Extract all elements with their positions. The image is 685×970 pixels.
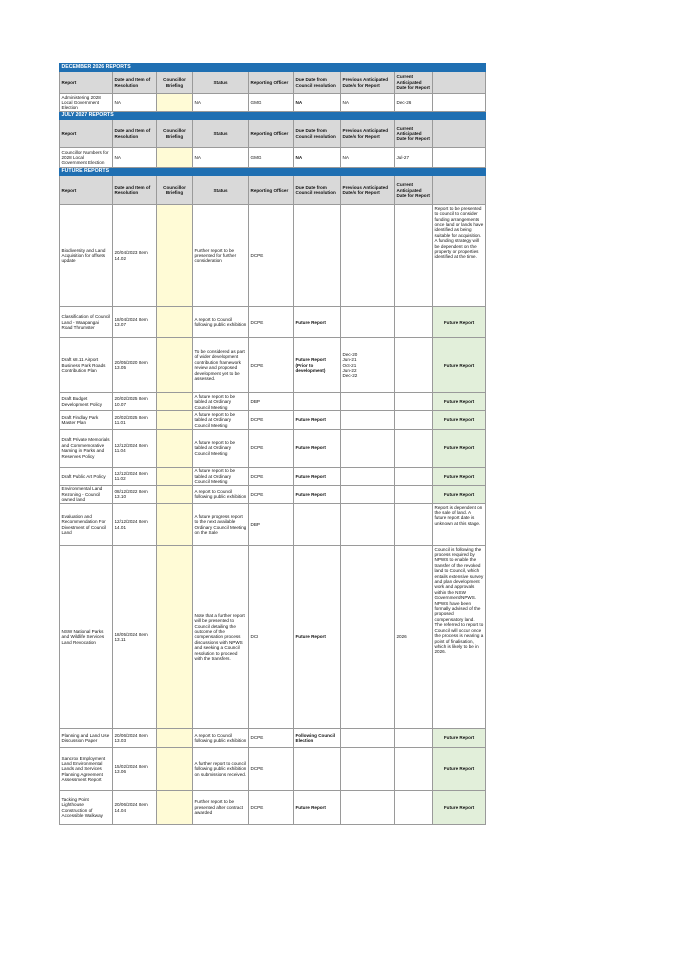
cell-status: Further report to be presented after contract awarded	[193, 791, 249, 825]
table-row	[60, 504, 486, 546]
cell-councillor-briefing	[157, 338, 193, 393]
cell-status: NA	[193, 148, 249, 168]
header-report: Report	[60, 72, 113, 94]
cell-date-item: 15/02/2024 Item 13.06	[113, 748, 157, 791]
cell-status: Note that a further report will be presented to Council detailing the outcome of the compensation process discussions with NPWS and seeking a Council resolution to proceed with the transfers.	[193, 546, 249, 729]
cell-reporting-officer: DCPE	[249, 429, 294, 467]
cell-notes: Future Report	[433, 729, 486, 748]
header-previous-dates: Previous Anticipated Date/s for Report	[341, 72, 395, 94]
cell-report: Draft Findlay Park Master Plan	[60, 411, 113, 429]
cell-date-item: 12/12/2024 Item 14.01	[113, 504, 157, 546]
cell-status: A future report to be tabled at Ordinary Council Meeting	[193, 393, 249, 411]
cell-previous-dates: NA	[341, 94, 395, 112]
cell-previous-dates	[341, 791, 395, 825]
cell-reporting-officer: DCPE	[249, 485, 294, 503]
header-notes	[433, 120, 486, 148]
cell-status: A future report to be tabled at Ordinary Council Meeting	[193, 467, 249, 485]
header-councillor-briefing: Councillor Briefing	[157, 72, 193, 94]
cell-report: Draft Budget Development Policy	[60, 393, 113, 411]
cell-current-date: Jul-27	[395, 148, 433, 168]
header-previous-dates: Previous Anticipated Date/s for Report	[341, 176, 395, 205]
cell-report: Biodiversity and Land Acquisition for offsets update	[60, 205, 113, 307]
table-row	[60, 205, 486, 307]
cell-status: NA	[193, 94, 249, 112]
cell-due-date: Future Report	[294, 546, 341, 729]
cell-date-item: 20/04/2023 Item 14.02	[113, 205, 157, 307]
cell-previous-dates	[341, 411, 395, 429]
header-date-item: Date and Item of Resolution	[113, 176, 157, 205]
cell-date-item: 08/12/2022 Item 13.10	[113, 485, 157, 503]
header-status: Status	[193, 176, 249, 205]
cell-due-date: Future Report	[294, 467, 341, 485]
cell-report: Draft Private Memorials and Commemorative Naming in Parks and Reserves Policy	[60, 429, 113, 467]
cell-current-date	[395, 393, 433, 411]
cell-current-date	[395, 205, 433, 307]
cell-notes: Report is dependent on the sale of land. A future report date is unknown at this stage.	[433, 504, 486, 546]
cell-previous-dates	[341, 307, 395, 338]
cell-report: Sancrox Employment Land Environmental Lands and Services Planning Agreement Assessment Report	[60, 748, 113, 791]
header-report: Report	[60, 120, 113, 148]
cell-reporting-officer: DCPE	[249, 338, 294, 393]
header-current-date: Current Anticipated Date for Report	[395, 120, 433, 148]
cell-previous-dates: NA	[341, 148, 395, 168]
table-row	[60, 467, 486, 485]
section-title: FUTURE REPORTS	[60, 168, 486, 176]
cell-reporting-officer: GMG	[249, 148, 294, 168]
header-councillor-briefing: Councillor Briefing	[157, 176, 193, 205]
cell-reporting-officer: DCPE	[249, 205, 294, 307]
table-row	[60, 307, 486, 338]
cell-notes: Future Report	[433, 429, 486, 467]
cell-notes: Future Report	[433, 748, 486, 791]
cell-due-date: NA	[294, 94, 341, 112]
cell-current-date	[395, 411, 433, 429]
header-due-date: Due Date from Council resolution	[294, 176, 341, 205]
cell-due-date: Future Report	[294, 485, 341, 503]
header-current-date: Current Anticipated Date for Report	[395, 176, 433, 205]
cell-due-date	[294, 393, 341, 411]
cell-status: A report to Council following public exhibition	[193, 485, 249, 503]
header-status: Status	[193, 120, 249, 148]
header-reporting-officer: Reporting Officer	[249, 176, 294, 205]
cell-notes: Future Report	[433, 791, 486, 825]
cell-report: Planning and Land Use Discussion Paper	[60, 729, 113, 748]
header-reporting-officer: Reporting Officer	[249, 120, 294, 148]
cell-date-item: 12/12/2024 Item 11.04	[113, 429, 157, 467]
cell-due-date: Future Report (Prior to development)	[294, 338, 341, 393]
cell-due-date: Future Report	[294, 791, 341, 825]
cell-previous-dates	[341, 729, 395, 748]
reports-table	[59, 63, 486, 825]
cell-due-date	[294, 748, 341, 791]
cell-report: Councillor Numbers for 2028 Local Government Election	[60, 148, 113, 168]
cell-date-item: 20/02/2025 Item 10.07	[113, 393, 157, 411]
section-title: DECEMBER 2026 REPORTS	[60, 64, 486, 72]
cell-notes: Council is following the process required by NPWS to enable the transfer of the revoked land to Council, which entails extensive survey and plan development work and approvals within the NSW Government/NPWS. NPWS have been formally advised of the proposed compensatory land. The referred to report to Council will occur once the process is nearing a point of finalisation, which is likely to be in 2026.	[433, 546, 486, 729]
cell-notes: Future Report	[433, 467, 486, 485]
cell-previous-dates: Dec-20 Jun-21 Oct-21 Jun-22 Dec-22	[341, 338, 395, 393]
cell-current-date	[395, 485, 433, 503]
table-row	[60, 791, 486, 825]
cell-due-date	[294, 504, 341, 546]
cell-date-item: 20/02/2025 Item 11.01	[113, 411, 157, 429]
cell-previous-dates	[341, 467, 395, 485]
cell-status: Further report to be presented for further consideration	[193, 205, 249, 307]
cell-councillor-briefing	[157, 393, 193, 411]
header-previous-dates: Previous Anticipated Date/s for Report	[341, 120, 395, 148]
cell-date-item: 20/06/2024 Item 14.04	[113, 791, 157, 825]
cell-report: Administering 2028 Local Government Election	[60, 94, 113, 112]
header-councillor-briefing: Councillor Briefing	[157, 120, 193, 148]
cell-notes: Future Report	[433, 393, 486, 411]
cell-previous-dates	[341, 205, 395, 307]
header-report: Report	[60, 176, 113, 205]
cell-councillor-briefing	[157, 429, 193, 467]
cell-councillor-briefing	[157, 729, 193, 748]
cell-report: NSW National Parks and Wildlife Services Land Revocation	[60, 546, 113, 729]
header-current-date: Current Anticipated Date for Report	[395, 72, 433, 94]
cell-councillor-briefing	[157, 546, 193, 729]
cell-notes	[433, 94, 486, 112]
table-row	[60, 748, 486, 791]
cell-councillor-briefing	[157, 791, 193, 825]
cell-previous-dates	[341, 504, 395, 546]
section-header	[60, 64, 486, 72]
cell-due-date	[294, 205, 341, 307]
cell-date-item: 20/06/2024 Item 13.03	[113, 729, 157, 748]
cell-status: A future report to be tabled at Ordinary Council Meeting	[193, 411, 249, 429]
cell-councillor-briefing	[157, 205, 193, 307]
cell-status: A further report to council following public exhibition on submissions received.	[193, 748, 249, 791]
cell-date-item: 20/05/2020 Item 13.05	[113, 338, 157, 393]
header-due-date: Due Date from Council resolution	[294, 72, 341, 94]
cell-previous-dates	[341, 485, 395, 503]
table-row	[60, 411, 486, 429]
section-header	[60, 112, 486, 120]
cell-reporting-officer: DCI	[249, 546, 294, 729]
cell-councillor-briefing	[157, 148, 193, 168]
cell-current-date	[395, 729, 433, 748]
cell-status: A future report to be tabled at Ordinary Council Meeting	[193, 429, 249, 467]
cell-councillor-briefing	[157, 504, 193, 546]
cell-current-date: Dec-26	[395, 94, 433, 112]
cell-previous-dates	[341, 393, 395, 411]
cell-due-date: Future Report	[294, 411, 341, 429]
cell-notes: Report to be presented to council to consider funding arrangements once land or lands have identified as being suitable for acquisition. A funding strategy will be dependent on the property or properties identified at the time.	[433, 205, 486, 307]
cell-date-item: 18/05/2024 Item 13.11	[113, 546, 157, 729]
table-row	[60, 485, 486, 503]
cell-current-date	[395, 307, 433, 338]
cell-current-date	[395, 504, 433, 546]
header-due-date: Due Date from Council resolution	[294, 120, 341, 148]
header-reporting-officer: Reporting Officer	[249, 72, 294, 94]
cell-date-item: NA	[113, 94, 157, 112]
cell-status: To be considered as part of wider development contribution framework review and proposed development yet to be assessed.	[193, 338, 249, 393]
cell-report: Environmental Land Rezoning - Council owned land	[60, 485, 113, 503]
cell-reporting-officer: DBP	[249, 393, 294, 411]
table-row	[60, 393, 486, 411]
cell-current-date	[395, 791, 433, 825]
cell-report: Tacking Point Lighthouse Construction of Accessible Walkway	[60, 791, 113, 825]
cell-councillor-briefing	[157, 748, 193, 791]
cell-notes	[433, 148, 486, 168]
column-header-row	[60, 72, 486, 94]
cell-notes: Future Report	[433, 485, 486, 503]
cell-reporting-officer: GMG	[249, 94, 294, 112]
cell-notes: Future Report	[433, 411, 486, 429]
cell-report: Classification of Council Land - Waapangai Road Thrumster	[60, 307, 113, 338]
column-header-row	[60, 120, 486, 148]
header-date-item: Date and Item of Resolution	[113, 120, 157, 148]
cell-due-date: Following Council Election	[294, 729, 341, 748]
cell-reporting-officer: DBP	[249, 504, 294, 546]
header-status: Status	[193, 72, 249, 94]
cell-status: A report to Council following public exhibition	[193, 729, 249, 748]
cell-current-date	[395, 748, 433, 791]
cell-reporting-officer: DCPE	[249, 411, 294, 429]
header-date-item: Date and Item of Resolution	[113, 72, 157, 94]
header-notes	[433, 176, 486, 205]
cell-report: Draft Public Art Policy	[60, 467, 113, 485]
table-row	[60, 338, 486, 393]
cell-status: A future progress report to the next available Ordinary Council Meeting on the Sale	[193, 504, 249, 546]
cell-current-date	[395, 467, 433, 485]
cell-current-date	[395, 429, 433, 467]
section-header	[60, 168, 486, 176]
header-notes	[433, 72, 486, 94]
cell-report: Draft s8.11 Airport Business Park Roads Contribution Plan	[60, 338, 113, 393]
cell-due-date: Future Report	[294, 429, 341, 467]
cell-current-date	[395, 338, 433, 393]
cell-councillor-briefing	[157, 94, 193, 112]
cell-reporting-officer: DCPE	[249, 729, 294, 748]
table-row	[60, 546, 486, 729]
cell-councillor-briefing	[157, 485, 193, 503]
section-title: JULY 2027 REPORTS	[60, 112, 486, 120]
cell-councillor-briefing	[157, 307, 193, 338]
table-row	[60, 429, 486, 467]
cell-councillor-briefing	[157, 467, 193, 485]
cell-notes: Future Report	[433, 307, 486, 338]
cell-report: Evaluation and Recommendation For Divestment of Council Land	[60, 504, 113, 546]
table-row	[60, 729, 486, 748]
cell-date-item: NA	[113, 148, 157, 168]
cell-councillor-briefing	[157, 411, 193, 429]
cell-reporting-officer: DCPE	[249, 791, 294, 825]
cell-reporting-officer: DCPE	[249, 307, 294, 338]
cell-due-date: Future Report	[294, 307, 341, 338]
cell-previous-dates	[341, 748, 395, 791]
cell-due-date: NA	[294, 148, 341, 168]
cell-previous-dates	[341, 546, 395, 729]
cell-current-date: 2026	[395, 546, 433, 729]
cell-date-item: 12/12/2024 Item 11.02	[113, 467, 157, 485]
column-header-row	[60, 176, 486, 205]
table-row	[60, 148, 486, 168]
cell-reporting-officer: DCPE	[249, 748, 294, 791]
table-row	[60, 94, 486, 112]
cell-previous-dates	[341, 429, 395, 467]
cell-notes: Future Report	[433, 338, 486, 393]
cell-status: A report to Council following public exhibition	[193, 307, 249, 338]
cell-reporting-officer: DCPE	[249, 467, 294, 485]
cell-date-item: 18/04/2024 Item 13.07	[113, 307, 157, 338]
